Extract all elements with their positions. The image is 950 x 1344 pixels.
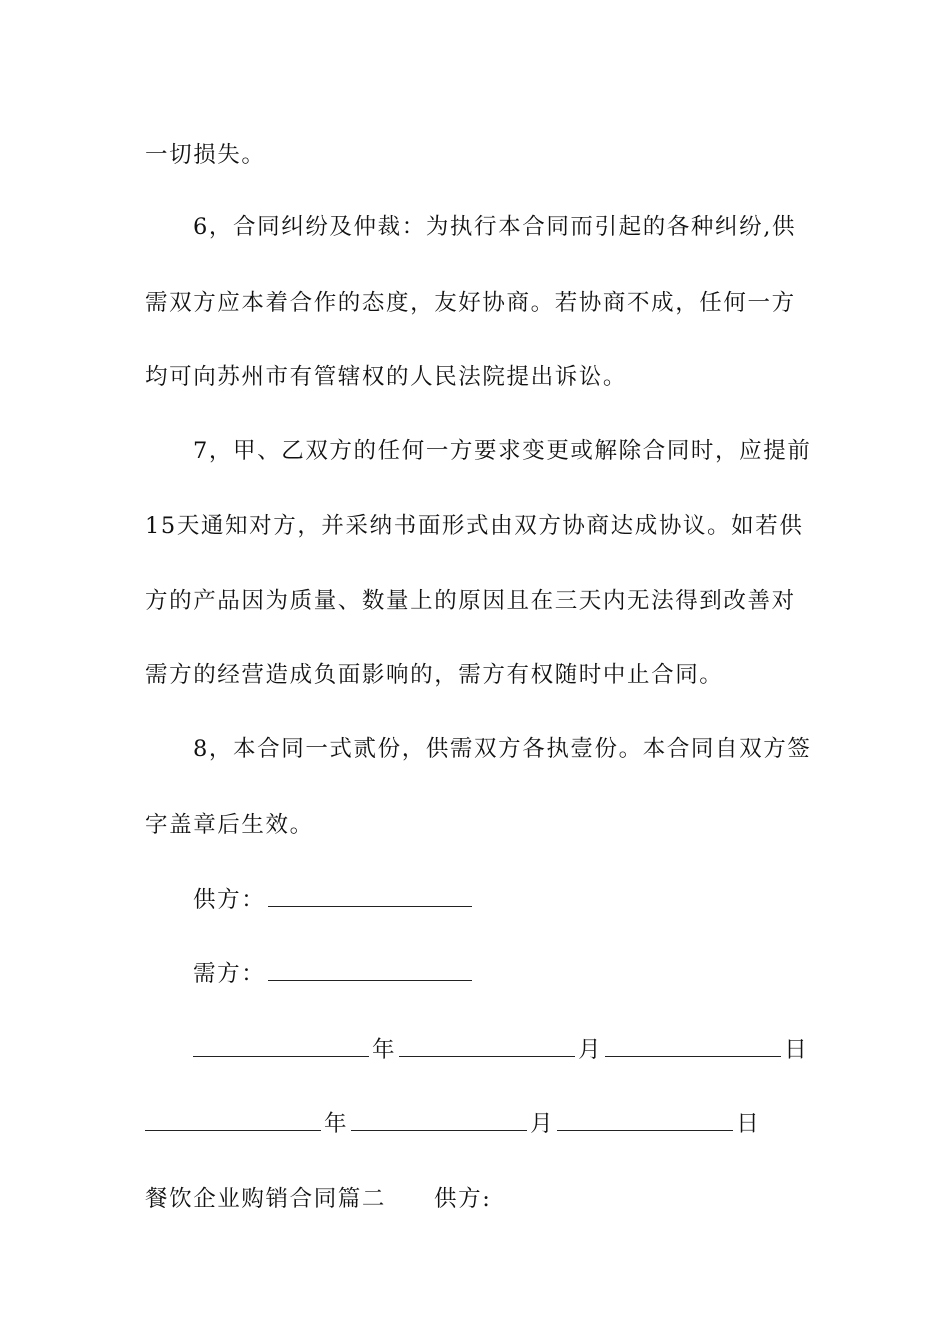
- buyer-label: 需方：: [193, 961, 266, 987]
- supplier-blank: [268, 884, 472, 907]
- date-line: [193, 1034, 833, 1065]
- next-section-line: [145, 1184, 805, 1214]
- year-blank: [145, 1108, 321, 1131]
- paragraph-line: 均可向苏州市有管辖权的人民法院提出诉讼。: [145, 364, 628, 390]
- paragraph-line: 字盖章后生效。: [145, 812, 314, 838]
- paragraph-line: 8，本合同一式贰份，供需双方各执壹份。本合同自双方签: [193, 736, 812, 762]
- paragraph-line: 15天通知对方，并采纳书面形式由双方协商达成协议。如若供: [145, 513, 804, 539]
- month-label: 月: [578, 1037, 603, 1063]
- month-label: 月: [530, 1111, 555, 1137]
- month-blank: [351, 1108, 527, 1131]
- paragraph-line: 一切损失。: [145, 142, 266, 168]
- year-blank: [193, 1034, 369, 1057]
- paragraph-line: 需方的经营造成负面影响的，需方有权随时中止合同。: [145, 662, 724, 688]
- paragraph-line: 方的产品因为质量、数量上的原因且在三天内无法得到改善对: [145, 588, 796, 614]
- paragraph-line: 6，合同纠纷及仲裁：为执行本合同而引起的各种纠纷,供: [193, 214, 797, 240]
- supplier-signature-line: [193, 884, 853, 915]
- day-blank: [557, 1108, 733, 1131]
- day-label: 日: [736, 1111, 761, 1137]
- paragraph-line: 7，甲、乙双方的任何一方要求变更或解除合同时，应提前: [193, 438, 812, 464]
- year-label: 年: [372, 1037, 397, 1063]
- month-blank: [399, 1034, 575, 1057]
- buyer-signature-line: [193, 958, 853, 989]
- buyer-blank: [268, 958, 472, 981]
- date-line: [145, 1108, 785, 1139]
- year-label: 年: [324, 1111, 349, 1137]
- section-title: 餐饮企业购销合同篇二: [145, 1186, 387, 1212]
- day-blank: [605, 1034, 781, 1057]
- day-label: 日: [784, 1037, 809, 1063]
- paragraph-line: 需双方应本着合作的态度，友好协商。若协商不成，任何一方: [145, 290, 796, 316]
- section-supplier-label: 供方:: [434, 1186, 492, 1212]
- supplier-label: 供方：: [193, 887, 266, 913]
